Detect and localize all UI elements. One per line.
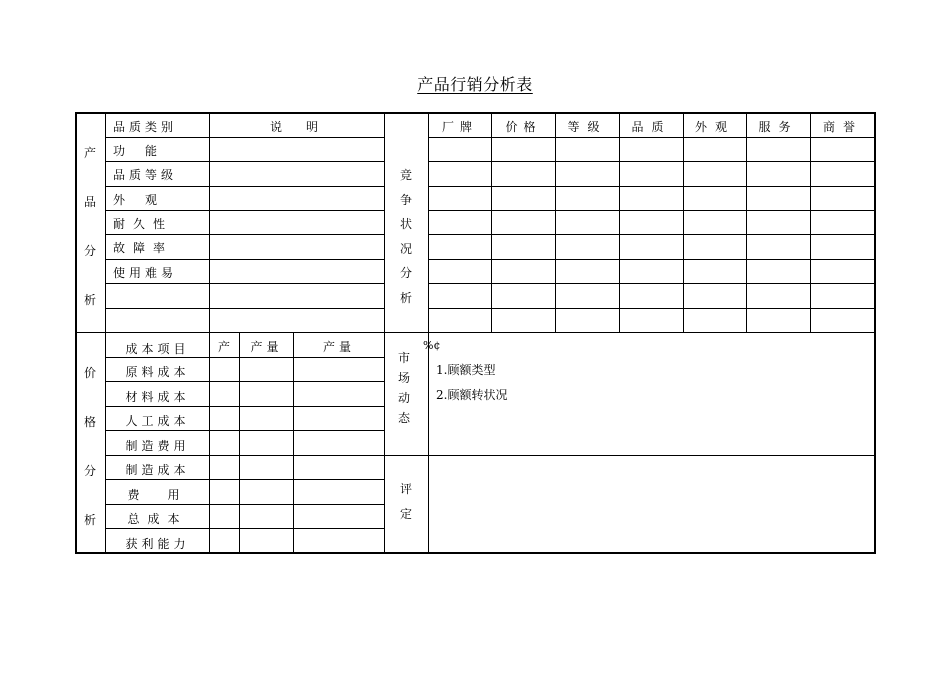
row-line <box>384 455 876 456</box>
row-line <box>105 406 384 407</box>
header-cost-item: 成本项目 <box>125 342 190 356</box>
row-line <box>105 137 384 138</box>
row-line <box>105 357 384 358</box>
col-line <box>491 112 492 332</box>
competition-header: 等级 <box>567 120 608 134</box>
row-line <box>105 504 384 505</box>
price-side-char: 析 <box>84 513 97 527</box>
row-line <box>105 308 384 309</box>
price-row-label: 原料成本 <box>125 365 190 379</box>
page-title <box>0 72 950 95</box>
header-price-col1: 产 <box>218 340 231 354</box>
page-title-text: 产品行销分析表 <box>417 75 533 94</box>
market-side-char: 态 <box>398 411 411 425</box>
competition-side-char: 状 <box>400 217 413 231</box>
price-row-label: 制造费用 <box>125 439 190 453</box>
competition-side-char: 争 <box>400 193 413 207</box>
price-row-label: 总成本 <box>127 512 188 526</box>
row-line <box>428 308 876 309</box>
competition-header: 价格 <box>505 120 542 134</box>
product-side-char: 产 <box>84 146 97 160</box>
col-line <box>555 112 556 332</box>
row-line <box>428 259 876 260</box>
evaluation-side-char: 评 <box>400 482 413 496</box>
price-row-label: 材料成本 <box>125 390 190 404</box>
row-line <box>428 137 876 138</box>
product-row-label: 功 能 <box>113 144 162 158</box>
competition-header: 外观 <box>694 120 735 134</box>
header-price-col2: 产量 <box>250 340 283 354</box>
price-side-char: 分 <box>84 464 97 478</box>
product-side-char: 析 <box>84 293 97 307</box>
col-line <box>239 332 240 554</box>
price-side-char: 格 <box>84 415 97 429</box>
price-side-char: 价 <box>84 366 97 380</box>
divider-main <box>75 332 876 333</box>
col-line <box>209 112 210 332</box>
col-line <box>683 112 684 332</box>
col-line <box>428 112 429 554</box>
product-row-label: 耐久性 <box>113 217 174 231</box>
header-description: 说 明 <box>269 120 324 134</box>
competition-side-char: 竞 <box>400 168 413 182</box>
market-side-char: 场 <box>398 371 411 385</box>
row-line <box>105 528 384 529</box>
product-row-label: 使用难易 <box>113 266 178 280</box>
row-line <box>105 210 384 211</box>
col-line <box>746 112 747 332</box>
market-item: 1.顾额类型 <box>436 363 496 377</box>
market-item: 2.顾额转状况 <box>436 388 508 402</box>
row-line <box>105 430 384 431</box>
col-line <box>209 332 210 554</box>
market-mark: %¢ <box>423 339 441 352</box>
market-side-char: 动 <box>398 391 411 405</box>
competition-header: 厂牌 <box>441 120 478 134</box>
product-row-label: 故障率 <box>113 241 174 255</box>
row-line <box>428 234 876 235</box>
competition-header: 品质 <box>631 120 672 134</box>
row-line <box>428 283 876 284</box>
row-line <box>105 259 384 260</box>
col-line <box>619 112 620 332</box>
row-line <box>105 479 384 480</box>
col-line <box>384 112 385 554</box>
row-line <box>105 455 384 456</box>
product-side-char: 分 <box>84 244 97 258</box>
row-line <box>105 283 384 284</box>
row-line <box>105 186 384 187</box>
col-line <box>293 332 294 554</box>
row-line <box>105 234 384 235</box>
row-line <box>428 161 876 162</box>
competition-side-char: 况 <box>400 242 413 256</box>
row-line <box>105 161 384 162</box>
row-line <box>428 210 876 211</box>
competition-header: 商誉 <box>822 120 863 134</box>
col-line <box>810 112 811 332</box>
product-row-label: 品质等级 <box>113 168 178 182</box>
header-category: 品质类别 <box>113 120 178 134</box>
price-row-label: 制造成本 <box>125 463 190 477</box>
price-row-label: 获利能力 <box>125 537 190 551</box>
competition-side-char: 析 <box>400 291 413 305</box>
row-line <box>105 381 384 382</box>
product-side-char: 品 <box>84 195 97 209</box>
price-row-label: 人工成本 <box>125 414 190 428</box>
competition-side-char: 分 <box>400 266 413 280</box>
header-price-col3: 产量 <box>322 340 355 354</box>
price-row-label: 费 用 <box>127 488 188 502</box>
market-side-char: 市 <box>398 351 411 365</box>
competition-header: 服务 <box>758 120 799 134</box>
product-row-label: 外 观 <box>113 193 162 207</box>
evaluation-side-char: 定 <box>400 507 413 521</box>
row-line <box>428 186 876 187</box>
